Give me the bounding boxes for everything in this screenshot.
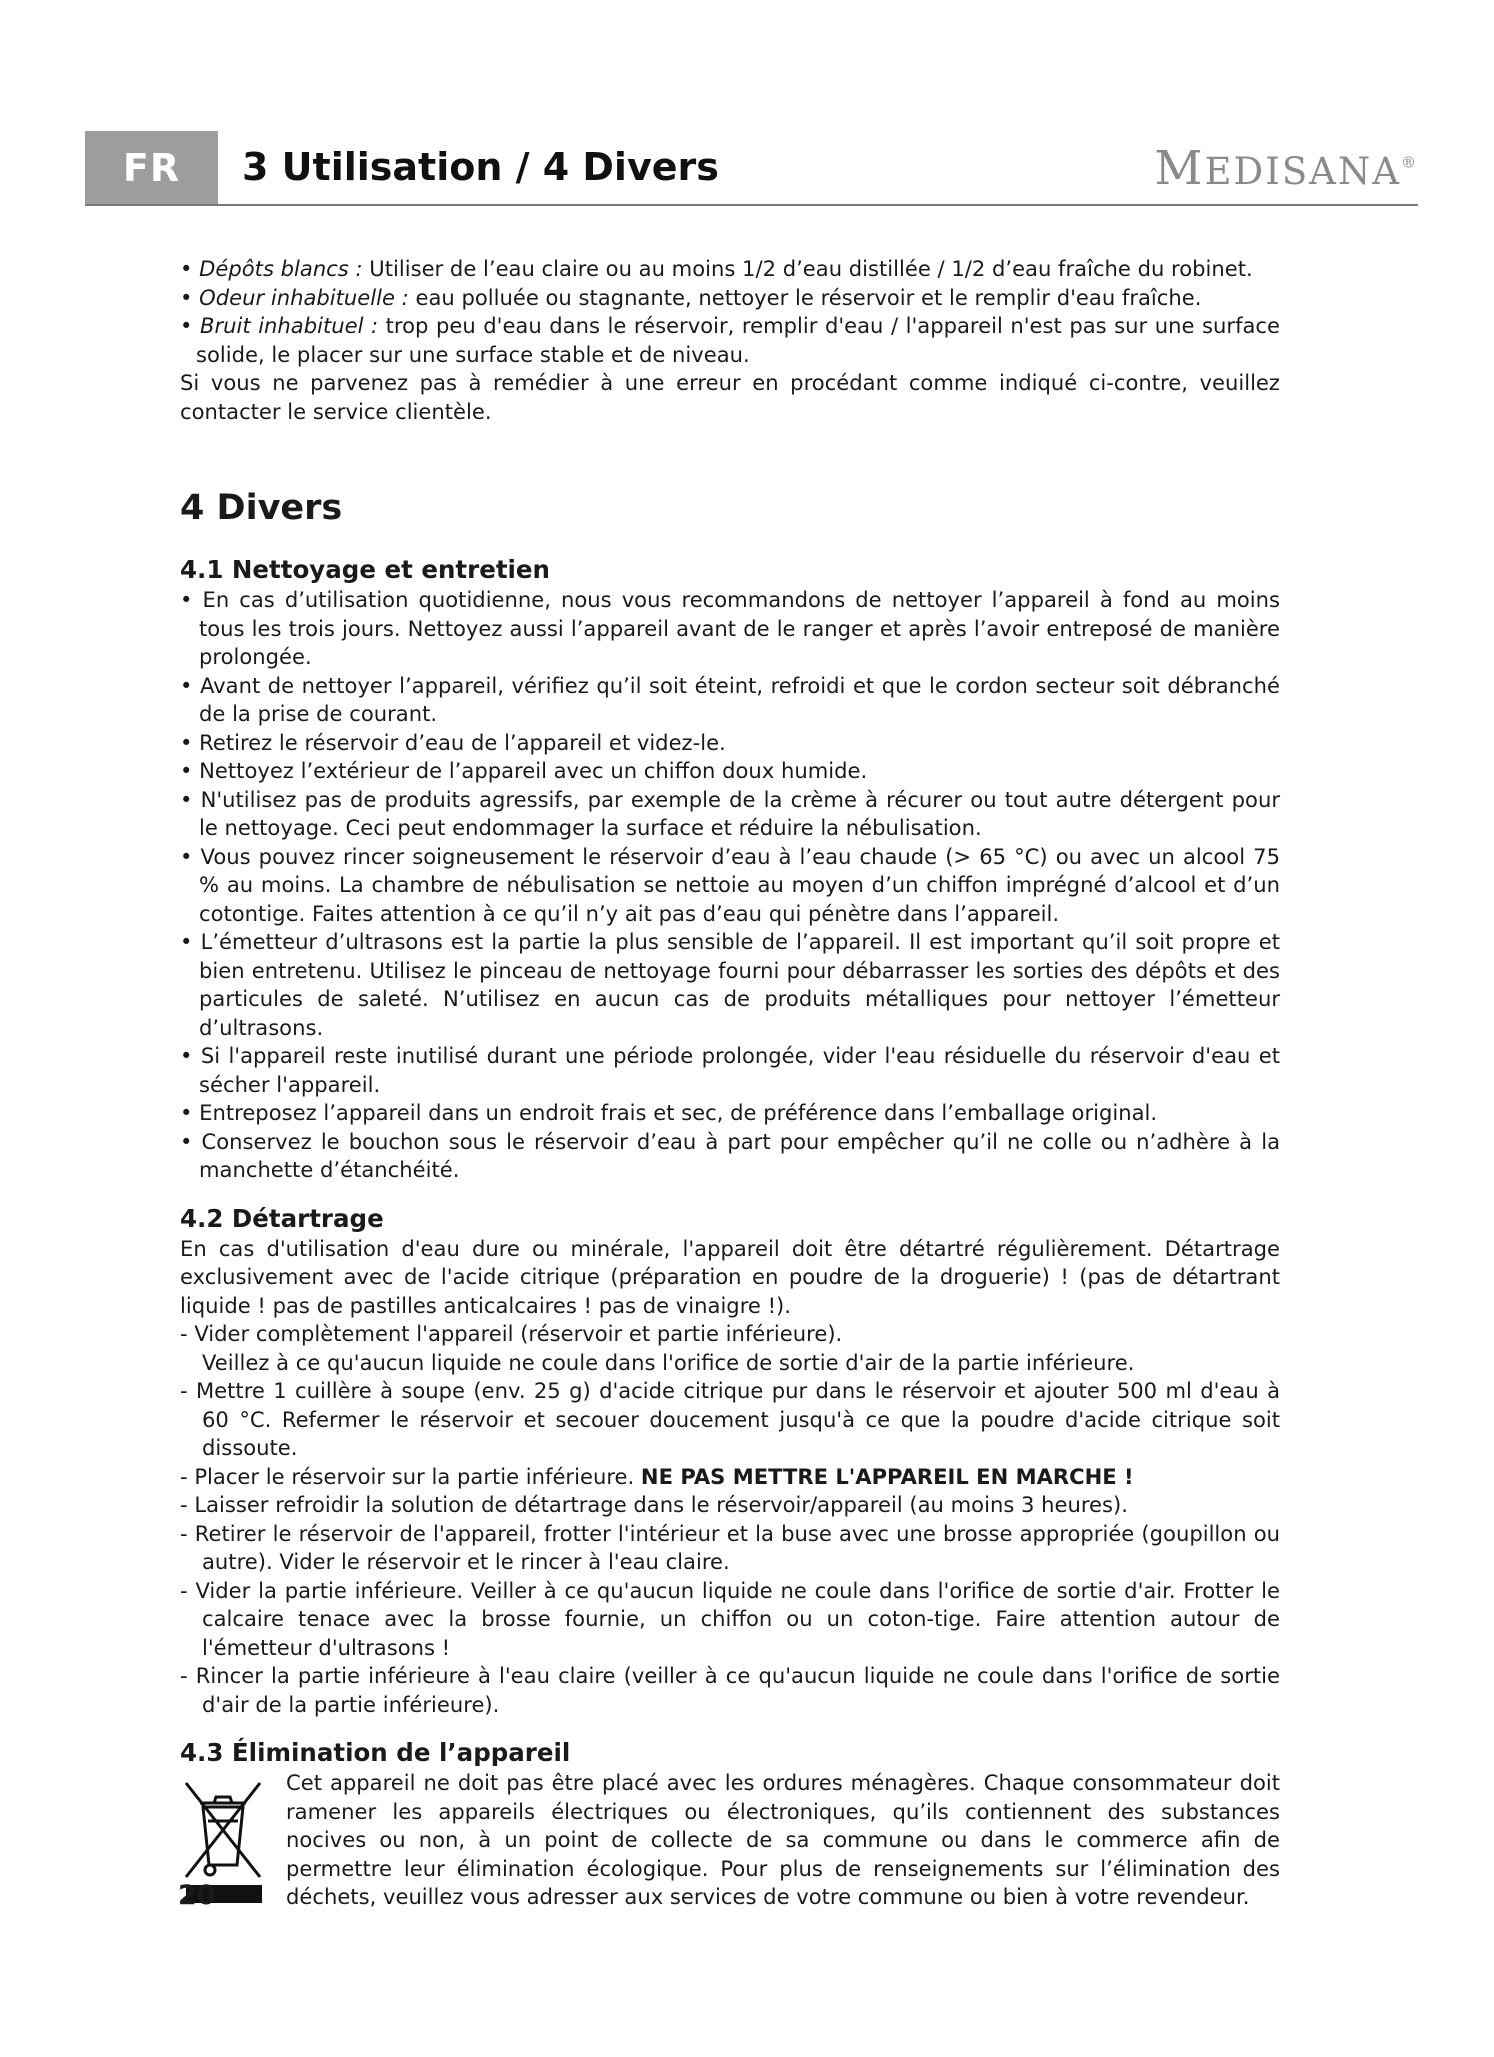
- intro-bullet-unusual-smell: • Odeur inhabituelle : eau polluée ou stagnante, nettoyer le réservoir et le remplir d'eau fraîche.: [180, 284, 1202, 310]
- cleaning-item: • Si l'appareil reste inutilisé durant une période prolongée, vider l'eau résiduelle du réservoir d'eau et sécher l'appareil.: [180, 1043, 1280, 1097]
- crossed-out-bin-icon: [180, 1773, 266, 1883]
- bullet-label: Dépôts blancs :: [199, 256, 363, 281]
- brand-initial: M: [1154, 141, 1205, 196]
- cleaning-item: • L’émetteur d’ultrasons est la partie la plus sensible de l’appareil. Il est important qu’il soit propre et bien entretenu. Utilisez le pinceau de nettoyage fourni pour débarrasser les sorties des dépôts et des particules de saleté. N’utilisez en aucun cas de produits métalliques pour nettoyer l’émetteur d’ultrasons.: [180, 929, 1280, 1040]
- subsection-title-disposal: 4.3 Élimination de l’appareil: [180, 1738, 571, 1767]
- chapter-title: 3 Utilisation / 4 Divers: [242, 145, 719, 189]
- cleaning-item: • Vous pouvez rincer soigneusement le réservoir d’eau à l’eau chaude (> 65 °C) ou avec un alcool 75 % au moins. La chambre de nébulisation se nettoie au moyen d’un chiffon imprégné d’alcool et d’un cotontige. Faites attention à ce qu’il n’y ait pas d’eau qui pénètre dans l’appareil.: [180, 843, 1280, 926]
- intro-bullet-white-deposits: • Dépôts blancs : Utiliser de l’eau claire ou au moins 1/2 d’eau distillée / 1/2 d’eau fraîche du robinet.: [180, 256, 1253, 281]
- page-content: [180, 255, 1280, 1912]
- descaling-step: - Vider la partie inférieure. Veiller à ce qu'aucun liquide ne coule dans l'orifice de sortie d'air. Frotter le calcaire tenace avec la brosse fournie, un chiffon ou un coton-tige. Faire attention autour de l'émetteur d'ultrasons !: [180, 1577, 1280, 1660]
- cleaning-item: • Conservez le bouchon sous le réservoir d’eau à part pour empêcher qu’il ne colle ou n’adhère à la manchette d’étanchéité.: [180, 1128, 1280, 1182]
- descaling-step: - Rincer la partie inférieure à l'eau claire (veiller à ce qu'aucun liquide ne coule dans l'orifice de sortie d'air de la partie inférieure).: [180, 1663, 1280, 1717]
- cleaning-item: • Retirez le réservoir d’eau de l’appareil et videz-le.: [180, 729, 726, 755]
- registered-mark: ®: [1401, 153, 1418, 172]
- cleaning-item: • Nettoyez l’extérieur de l’appareil avec un chiffon doux humide.: [180, 758, 868, 783]
- brand-logo: [1154, 141, 1418, 196]
- descaling-warning: NE PAS METTRE L'APPAREIL EN MARCHE !: [640, 1463, 1134, 1489]
- descaling-step: - Mettre 1 cuillère à soupe (env. 25 g) d'acide citrique pur dans le réservoir et ajouter 500 ml d'eau à 60 °C. Refermer le réservoir et secouer doucement jusqu'à ce que la poudre d'acide citrique soit dissoute.: [180, 1378, 1280, 1460]
- section-title-divers: 4 Divers: [180, 488, 343, 528]
- bullet-label: Odeur inhabituelle :: [199, 284, 409, 310]
- bullet-label: Bruit inhabituel :: [200, 313, 379, 338]
- descaling-intro: En cas d'utilisation d'eau dure ou minérale, l'appareil doit être détartré régulièrement. Détartrage exclusivement avec de l'acide citrique (préparation en poudre de la droguerie) ! (pas de détartrant liquide ! pas de pastilles anticalcaires ! pas de vinaigre !).: [180, 1235, 1280, 1318]
- descaling-step: - Retirer le réservoir de l'appareil, frotter l'intérieur et la buse avec une brosse appropriée (goupillon ou autre). Vider le réservoir et le rincer à l'eau claire.: [180, 1520, 1280, 1574]
- descaling-step: - Laisser refroidir la solution de détartrage dans le réservoir/appareil (au moins 3 heures).: [180, 1492, 1128, 1517]
- intro-note: Si vous ne parvenez pas à remédier à une erreur en procédant comme indiqué ci-contre, veuillez contacter le service clientèle.: [180, 370, 1280, 424]
- descaling-step-note: Veillez à ce qu'aucun liquide ne coule dans l'orifice de sortie d'air de la partie inférieure.: [202, 1349, 1135, 1375]
- header-rule: [85, 204, 1418, 206]
- disposal-text: Cet appareil ne doit pas être placé avec les ordures ménagères. Chaque consommateur doit ramener les appareils électriques ou électroniques, qu’ils contiennent des substances nocives ou non, à un point de collecte de sa commune ou dans le commerce afin de permettre leur élimination écologique. Pour plus de renseignements sur l’élimination des déchets, veuillez vous adresser aux services de votre commune ou bien à votre revendeur.: [286, 1770, 1280, 1909]
- descaling-step: [180, 1463, 1280, 1492]
- page-number: 20: [178, 1880, 216, 1911]
- descaling-step: - Vider complètement l'appareil (réservoir et partie inférieure).: [180, 1321, 843, 1346]
- bullet-text: eau polluée ou stagnante, nettoyer le réservoir et le remplir d'eau fraîche.: [408, 284, 1202, 310]
- subsection-title-descaling: 4.2 Détartrage: [180, 1203, 384, 1233]
- brand-rest: EDISANA: [1204, 150, 1401, 193]
- language-badge: FR: [85, 131, 218, 204]
- cleaning-item: • Avant de nettoyer l’appareil, vérifiez qu’il soit éteint, refroidi et que le cordon secteur soit débranché de la prise de courant.: [180, 672, 1280, 726]
- cleaning-item: • N'utilisez pas de produits agressifs, par exemple de la crème à récurer ou tout autre détergent pour le nettoyage. Ceci peut endommager la surface et réduire la nébulisation.: [180, 786, 1280, 840]
- bullet-text: Utiliser de l’eau claire ou au moins 1/2 d’eau distillée / 1/2 d’eau fraîche du robinet.: [362, 256, 1253, 281]
- subsection-title-cleaning: 4.1 Nettoyage et entretien: [180, 555, 550, 584]
- bullet-text: trop peu d'eau dans le réservoir, remplir d'eau / l'appareil n'est pas sur une surface solide, le placer sur une surface stable et de niveau.: [196, 313, 1280, 367]
- disposal-block: [180, 1769, 1280, 1912]
- descaling-step-text: - Placer le réservoir sur la partie inférieure.: [180, 1463, 641, 1489]
- cleaning-item: • Entreposez l’appareil dans un endroit frais et sec, de préférence dans l’emballage original.: [180, 1100, 1158, 1125]
- page-header: [85, 131, 1418, 204]
- cleaning-item: • En cas d’utilisation quotidienne, nous vous recommandons de nettoyer l’appareil à fond au moins tous les trois jours. Nettoyez aussi l’appareil avant de le ranger et après l’avoir entreposé de manière prolongée.: [180, 587, 1280, 669]
- intro-bullet-unusual-noise: • Bruit inhabituel : trop peu d'eau dans le réservoir, remplir d'eau / l'appareil n'est pas sur une surface solide, le placer sur une surface stable et de niveau.: [180, 313, 1280, 367]
